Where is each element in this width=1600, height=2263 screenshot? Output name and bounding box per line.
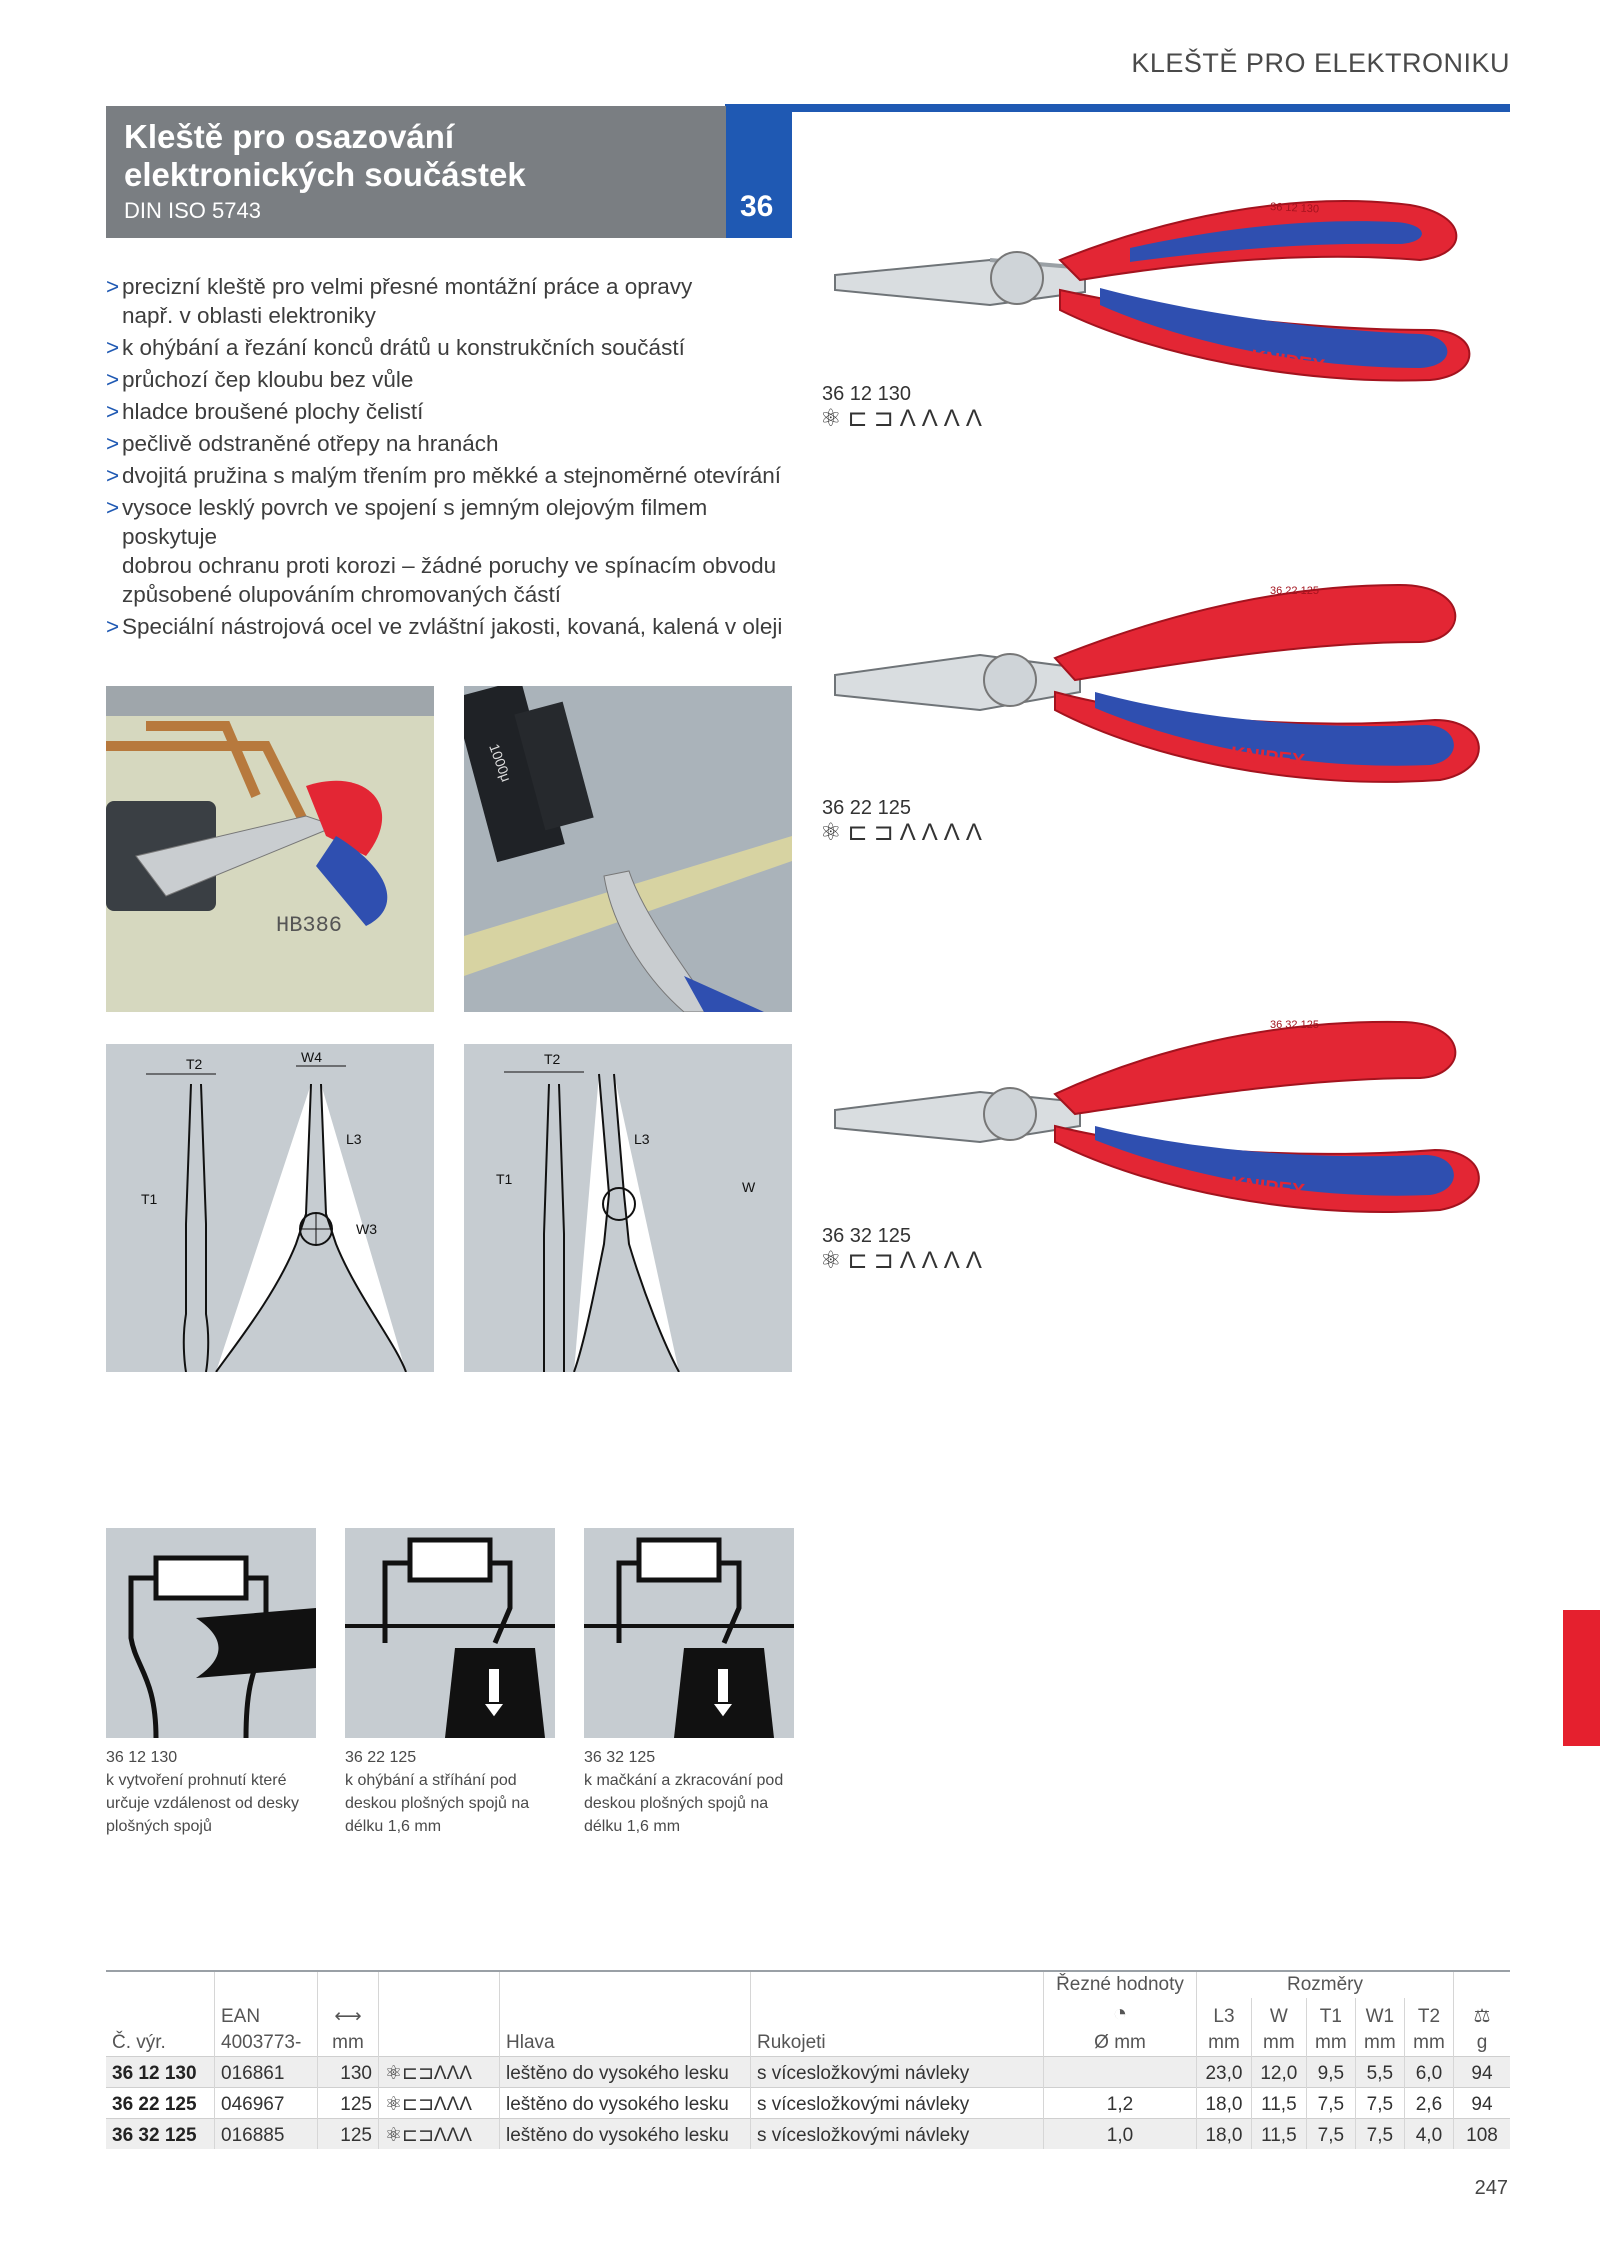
feature-item: > Speciální nástrojová ocel ve zvláštní jakosti, kovaná, kalená v oleji: [106, 612, 786, 641]
feature-item: > k ohýbání a řezání konců drátů u konstrukčních součástí: [106, 333, 786, 362]
bending-caption-1: 36 12 130 k vytvoření prohnutí které určuje vzdálenost od desky plošných spojů: [106, 1749, 299, 1835]
group-dimensions: Rozměry: [1197, 1971, 1454, 1998]
plier-image-2: [830, 580, 1490, 820]
zigzag-icon: ΛΛΛΛ: [899, 405, 988, 432]
cut-circle-icon: ◔: [1112, 2000, 1128, 2027]
arrow-left-right-icon: ⟷: [334, 2006, 362, 2027]
dim-label: T2: [186, 1056, 203, 1072]
section-title: KLEŠTĚ PRO ELEKTRONIKU: [1131, 48, 1510, 78]
page-number: 247: [1474, 2177, 1508, 2199]
atom-icon: ⚛: [820, 1247, 848, 1274]
feature-item: > dvojitá pružina s malým třením pro měkké a stejnoměrné otevírání: [106, 461, 786, 490]
brand-logo: KNIPEX: [1229, 743, 1306, 773]
product-icons-2: [820, 818, 988, 847]
atom-icon: ⚛: [820, 405, 848, 432]
atom-icon: ⚛: [385, 2125, 403, 2146]
jaw-profile-icon: ⊏⊐: [402, 2094, 434, 2115]
brand-logo: KNIPEX: [1229, 1173, 1306, 1203]
bending-illustration-2: [345, 1528, 555, 1738]
feature-item: > precizní kleště pro velmi přesné montážní práce a opravy např. v oblasti elektroniky: [106, 272, 786, 330]
dim-label: T2: [544, 1051, 561, 1067]
zigzag-icon: ΛΛΛ: [433, 2063, 472, 2084]
col-head: Hlava: [500, 2030, 751, 2057]
product-icons-3: [820, 1246, 988, 1275]
dim-label: L3: [634, 1131, 650, 1147]
col-handle: Rukojeti: [751, 2030, 1044, 2057]
application-photo-2: [464, 686, 792, 1012]
dim-label: T1: [141, 1191, 158, 1207]
standard-label: DIN ISO 5743: [124, 198, 261, 223]
title-line-1: Kleště pro osazování: [124, 118, 455, 155]
chapter-number-box: [726, 106, 792, 238]
table-row: 36 12 130 016861 130 ⚛⊏⊐ΛΛΛ leštěno do vysokého lesku s vícesložkovými návleky 23,0 12,0 9,5 5,5 6,0 94: [106, 2057, 1510, 2088]
jaw-profile-icon: ⊏⊐: [847, 819, 900, 846]
brand-logo: KNIPEX: [1249, 346, 1327, 379]
spec-table: Řezné hodnoty Rozměry EAN ⟷ ◔ L3 W T1 W1 T2 ⚖ Č. výr. 4003773- mm Hlava Rukojeti Ø mm mm mm mm mm mm g 36 12 130 016861 130 ⚛⊏⊐ΛΛΛ leštěno do vysokého lesku s vícesložkovými návleky 23,0 12,0 9,5 5,5 6,0 94 36 22 125 046967 125 ⚛⊏⊐ΛΛΛ leštěno do vysokého lesku s vícesložkovými návleky 1,2 18,0 11,5 7,5 7,5 2,6 94 36 32 125 016885 125 ⚛⊏⊐ΛΛΛ leštěno do vysokého lesku s vícesložkovými návleky 1,0 18,0 11,5 7,5 7,5 4,0 108: [106, 1970, 1510, 2149]
application-photo-1: [106, 686, 434, 1012]
jaw-profile-icon: ⊏⊐: [847, 1247, 900, 1274]
zigzag-icon: ΛΛΛ: [433, 2125, 472, 2146]
bending-illustration-3: [584, 1528, 794, 1738]
dim-label: W3: [356, 1221, 377, 1237]
svg-text:36 12 130: 36 12 130: [1269, 201, 1320, 216]
feature-item: > průchozí čep kloubu bez vůle: [106, 365, 786, 394]
atom-icon: ⚛: [385, 2094, 403, 2115]
product-icons-1: [820, 404, 988, 433]
plier-image-1: [830, 180, 1490, 420]
bending-illustration-1: [106, 1528, 316, 1738]
bending-caption-2: 36 22 125 k ohýbání a stříhání pod deskou plošných spojů na délku 1,6 mm: [345, 1749, 530, 1835]
zigzag-icon: ΛΛΛΛ: [899, 819, 988, 846]
chapter-tab: [1563, 1610, 1600, 1746]
scale-icon: ⚖: [1473, 2006, 1491, 2027]
table-row: 36 32 125 016885 125 ⚛⊏⊐ΛΛΛ leštěno do vysokého lesku s vícesložkovými návleky 1,0 18,0 11,5 7,5 7,5 4,0 108: [106, 2119, 1510, 2150]
product-code-2: 36 22 125: [822, 797, 911, 819]
atom-icon: ⚛: [385, 2063, 403, 2084]
dimension-diagram-left: [106, 1044, 434, 1372]
feature-item: > hladce broušené plochy čelistí: [106, 397, 786, 426]
title-box: [106, 106, 726, 238]
col-ean: EAN: [215, 1998, 318, 2030]
feature-item: > vysoce lesklý povrch ve spojení s jemným olejovým filmem poskytuje dobrou ochranu proti korozi – žádné poruchy ve spínacím obvodu způsobené olupováním chromovaných částí: [106, 493, 786, 609]
jaw-profile-icon: ⊏⊐: [847, 405, 900, 432]
dim-label: W4: [301, 1049, 322, 1065]
header-rule: [725, 104, 1510, 112]
svg-text:36 22 125: 36 22 125: [1270, 585, 1319, 597]
group-cutting: Řezné hodnoty: [1044, 1971, 1197, 1998]
dimension-diagram-right: [464, 1044, 792, 1372]
zigzag-icon: ΛΛΛ: [433, 2094, 472, 2115]
svg-text:1000μ: 1000μ: [486, 741, 515, 784]
bending-caption-3: 36 32 125 k mačkání a zkracování pod deskou plošných spojů na délku 1,6 mm: [584, 1749, 784, 1835]
zigzag-icon: ΛΛΛΛ: [899, 1247, 988, 1274]
product-code-1: 36 12 130: [822, 383, 911, 405]
jaw-profile-icon: ⊏⊐: [402, 2125, 434, 2146]
svg-text:36 32 125: 36 32 125: [1270, 1019, 1319, 1031]
dim-label: L3: [346, 1131, 362, 1147]
chapter-number: 36: [740, 190, 774, 223]
table-row: 36 22 125 046967 125 ⚛⊏⊐ΛΛΛ leštěno do vysokého lesku s vícesložkovými návleky 1,2 18,0 11,5 7,5 7,5 2,6 94: [106, 2088, 1510, 2119]
atom-icon: ⚛: [820, 819, 848, 846]
page-title: [124, 118, 526, 194]
dim-label: W: [742, 1179, 756, 1195]
col-code: Č. výr.: [112, 2032, 166, 2053]
svg-text:HB386: HB386: [276, 913, 343, 938]
jaw-profile-icon: ⊏⊐: [402, 2063, 434, 2084]
title-line-2: elektronických součástek: [124, 156, 526, 193]
feature-item: > pečlivě odstraněné otřepy na hranách: [106, 429, 786, 458]
product-code-3: 36 32 125: [822, 1225, 911, 1247]
dim-label: T1: [496, 1171, 513, 1187]
feature-list: [106, 272, 786, 644]
plier-image-3: [830, 1010, 1490, 1250]
